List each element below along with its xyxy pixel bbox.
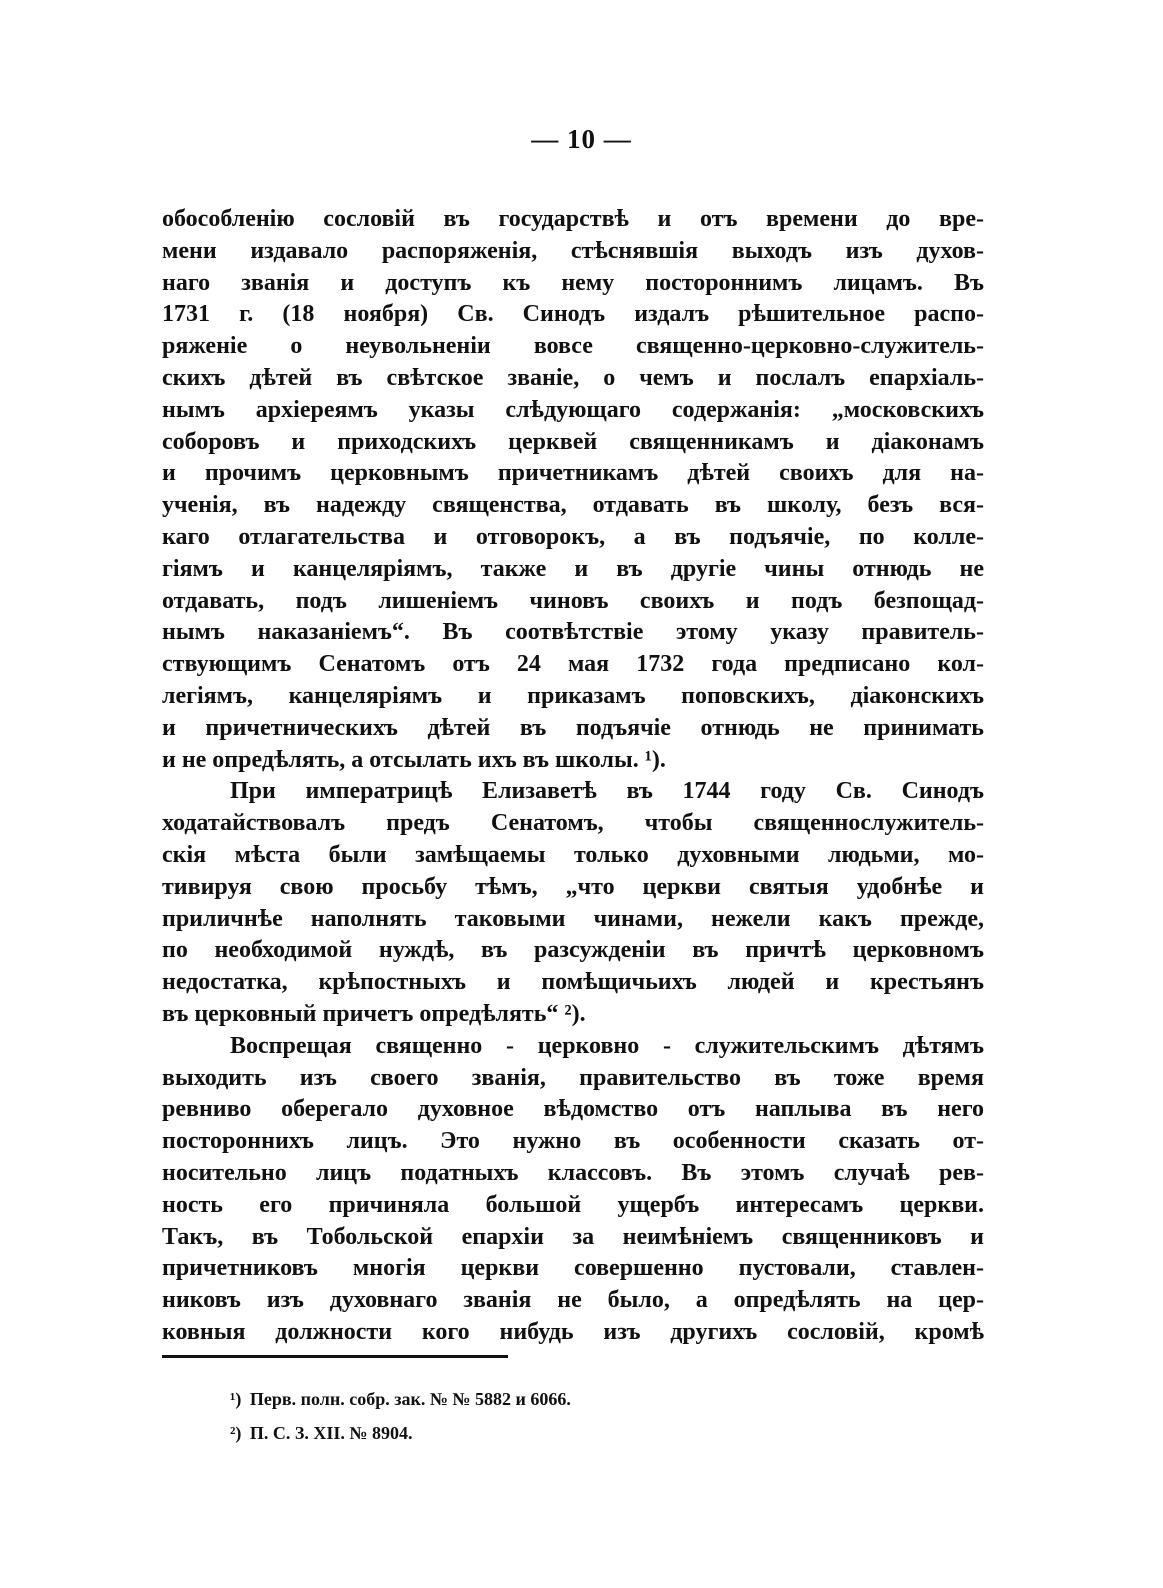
footnote-mark: ¹): [230, 1389, 242, 1409]
text-line: Воспрещая священно - церковно - служительскимъ дѣтямъ: [230, 1032, 984, 1059]
text-line: ствующимъ Сенатомъ отъ 24 мая 1732 года предписано кол-: [162, 651, 984, 678]
text-line: и причетническихъ дѣтей въ подъячіе отнюдь не принимать: [162, 714, 984, 741]
text-line: и прочимъ церковнымъ причетникамъ дѣтей своихъ для на-: [162, 460, 984, 487]
text-line: При императрицѣ Елизаветѣ въ 1744 году Св. Синодъ: [230, 778, 984, 805]
text-line: соборовъ и приходскихъ церквей священникамъ и діаконамъ: [162, 428, 984, 455]
text-line: ревниво оберегало духовное вѣдомство отъ наплыва въ него: [162, 1096, 984, 1123]
text-line: нымъ наказаніемъ“. Въ соотвѣтствіе этому указу правитель-: [162, 619, 984, 646]
text-line: отдавать, подъ лишеніемъ чиновъ своихъ и подъ безпощад-: [162, 587, 984, 614]
text-line: выходить изъ своего званія, правительство въ тоже время: [162, 1064, 984, 1091]
text-line: ряженіе о неувольненіи вовсе священно-церковно-служитель-: [162, 333, 984, 360]
text-line: скія мѣста были замѣщаемы только духовными людьми, мо-: [162, 841, 984, 868]
text-line: обособленію сословій въ государствѣ и отъ времени до вре-: [162, 206, 984, 232]
footnote: [230, 1416, 571, 1450]
text-line: ность его причиняла большой ущербъ интересамъ церкви.: [162, 1191, 984, 1218]
text-line: въ церковный причетъ опредѣлять“ ²).: [162, 1000, 586, 1027]
text-line: гіямъ и канцеляріямъ, также и въ другіе чины отнюдь не: [162, 555, 984, 582]
text-line: тивируя свою просьбу тѣмъ, „что церкви святыя удобнѣе и: [162, 873, 984, 900]
paragraph: [162, 1031, 984, 1349]
text-line: никовъ изъ духовнаго званія не было, а опредѣлять на цер-: [162, 1287, 984, 1314]
text-line: носительно лицъ податныхъ классовъ. Въ этомъ случаѣ рев-: [162, 1159, 984, 1186]
text-line: ковныя должности кого нибудь изъ другихъ сословій, кромѣ: [162, 1318, 984, 1345]
footnotes: [230, 1382, 571, 1450]
text-line: легіямъ, канцеляріямъ и приказамъ поповскихъ, діаконскихъ: [162, 682, 984, 709]
text-line: скихъ дѣтей въ свѣтское званіе, о чемъ и послалъ епархіаль-: [162, 364, 984, 391]
text-line: и не опредѣлять, а отсылать ихъ въ школы. ¹).: [162, 746, 666, 773]
text-line: Такъ, въ Тобольской епархіи за неимѣніемъ священниковъ и: [162, 1223, 984, 1250]
text-line: недостатка, крѣпостныхъ и помѣщичьихъ людей и крестьянъ: [162, 969, 984, 996]
text-line: причетниковъ многія церкви совершенно пустовали, ставлен-: [162, 1255, 984, 1282]
footnote-text: Перв. полн. собр. зак. № № 5882 и 6066.: [249, 1389, 571, 1409]
text-line: приличнѣе наполнять таковыми чинами, нежели какъ прежде,: [162, 905, 984, 932]
footnote-mark: ²): [230, 1423, 242, 1443]
text-line: ходатайствовалъ предъ Сенатомъ, чтобы священнослужитель-: [162, 810, 984, 837]
footnote: [230, 1382, 571, 1416]
footnote-text: П. С. З. XII. № 8904.: [249, 1423, 413, 1443]
text-line: 1731 г. (18 ноября) Св. Синодъ издалъ рѣшительное распо-: [162, 301, 984, 328]
paragraph: [162, 204, 984, 776]
text-line: по необходимой нуждѣ, въ разсужденіи въ причтѣ церковномъ: [162, 937, 984, 964]
text-line: ученія, въ надежду священства, отдавать въ школу, безъ вся-: [162, 492, 984, 519]
text-line: постороннихъ лицъ. Это нужно въ особенности сказать от-: [162, 1128, 984, 1155]
page-number: — 10 —: [531, 124, 632, 154]
body-text: [162, 204, 984, 1349]
paragraph: [162, 776, 984, 1030]
footnote-divider: [162, 1355, 508, 1358]
text-line: мени издавало распоряженія, стѣснявшія выходъ изъ духов-: [162, 237, 984, 264]
text-line: наго званія и доступъ къ нему постороннимъ лицамъ. Въ: [162, 269, 984, 296]
text-line: нымъ архіереямъ указы слѣдующаго содержанія: „московскихъ: [162, 396, 984, 423]
text-line: каго отлагательства и отговорокъ, а въ подъячіе, по колле-: [162, 523, 984, 550]
